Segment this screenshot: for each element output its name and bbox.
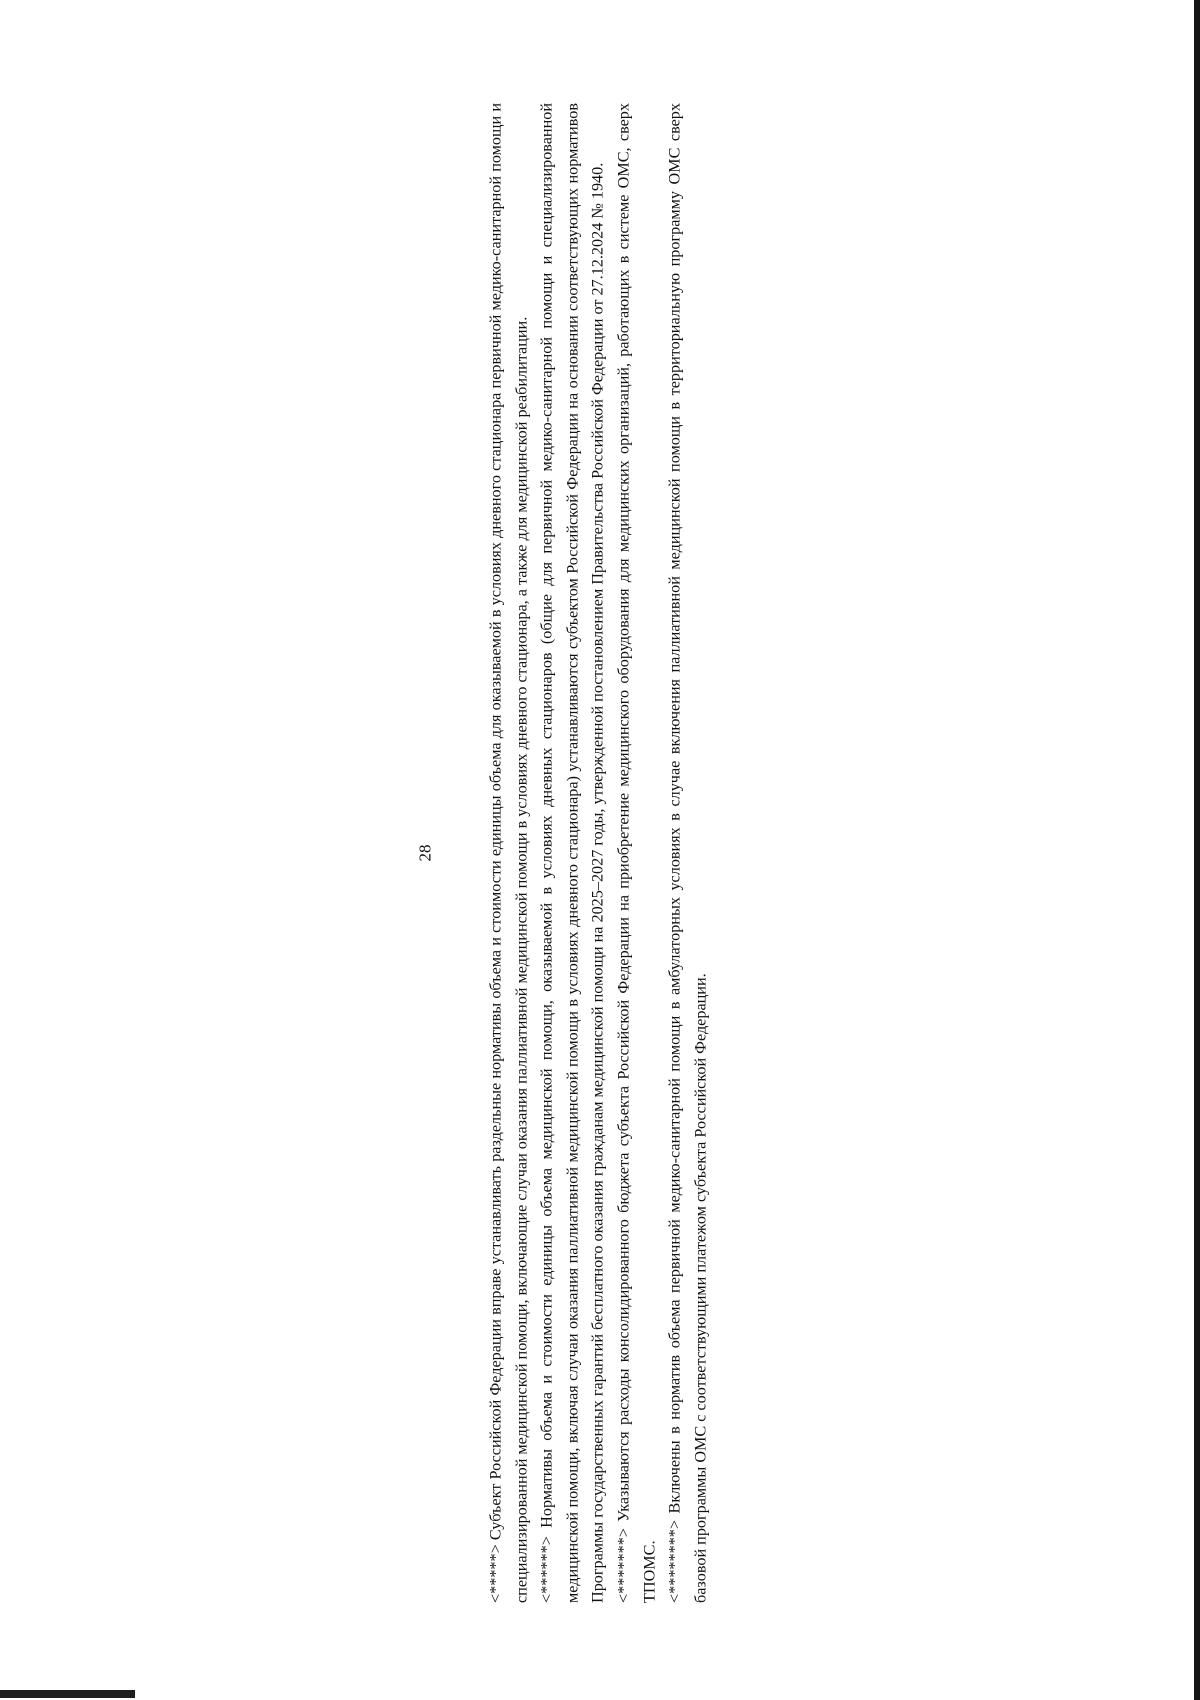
- scan-edge-bottom: [0, 1690, 135, 1698]
- footnotes: [484, 103, 714, 1603]
- footnote-5: <*****> Субъект Российской Федерации вправе устанавливать раздельные нормативы объема и стоимости единицы объема для оказываемой в условиях дневного стационара первичной медико-санитарной помощи и специализированной медицинской помощи, включающие случаи оказания паллиативной медицинской помощи в условиях дневного стационара, а также для медицинской реабилитации.: [486, 103, 531, 1603]
- footnote-8: <********> Включены в норматив объема первичной медико-санитарной помощи в амбулаторных условиях в случае включения паллиативной медицинской помощи в территориальную программу ОМС сверх базовой программы ОМС с соответствующими платежом субъекта Российской Федерации.: [665, 103, 710, 1603]
- scan-edge-right: [1194, 0, 1200, 1700]
- footnote-6: <******> Нормативы объема и стоимости единицы объема медицинской помощи, оказываемой в условиях дневных стационаров (общие для первичной медико-санитарной помощи и специализированной медицинской помощи, включая случаи оказания паллиативной медицинской помощи в условиях дневного стационара) устанавливаются субъектом Российской Федерации на основании соответствующих нормативов Программы государственных гарантий бесплатного оказания гражданам медицинской помощи на 2025–2027 годы, утвержденной постановлением Правительства Российской Федерации от 27.12.2024 № 1940.: [537, 103, 607, 1603]
- footnote-7: <*******> Указываются расходы консолидированного бюджета субъекта Российской Федерации на приобретение медицинского оборудования для медицинских организаций, работающих в системе ОМС, сверх ТПОМС.: [614, 103, 659, 1603]
- page-number: 28: [415, 844, 435, 862]
- rotated-content: [416, 103, 781, 1603]
